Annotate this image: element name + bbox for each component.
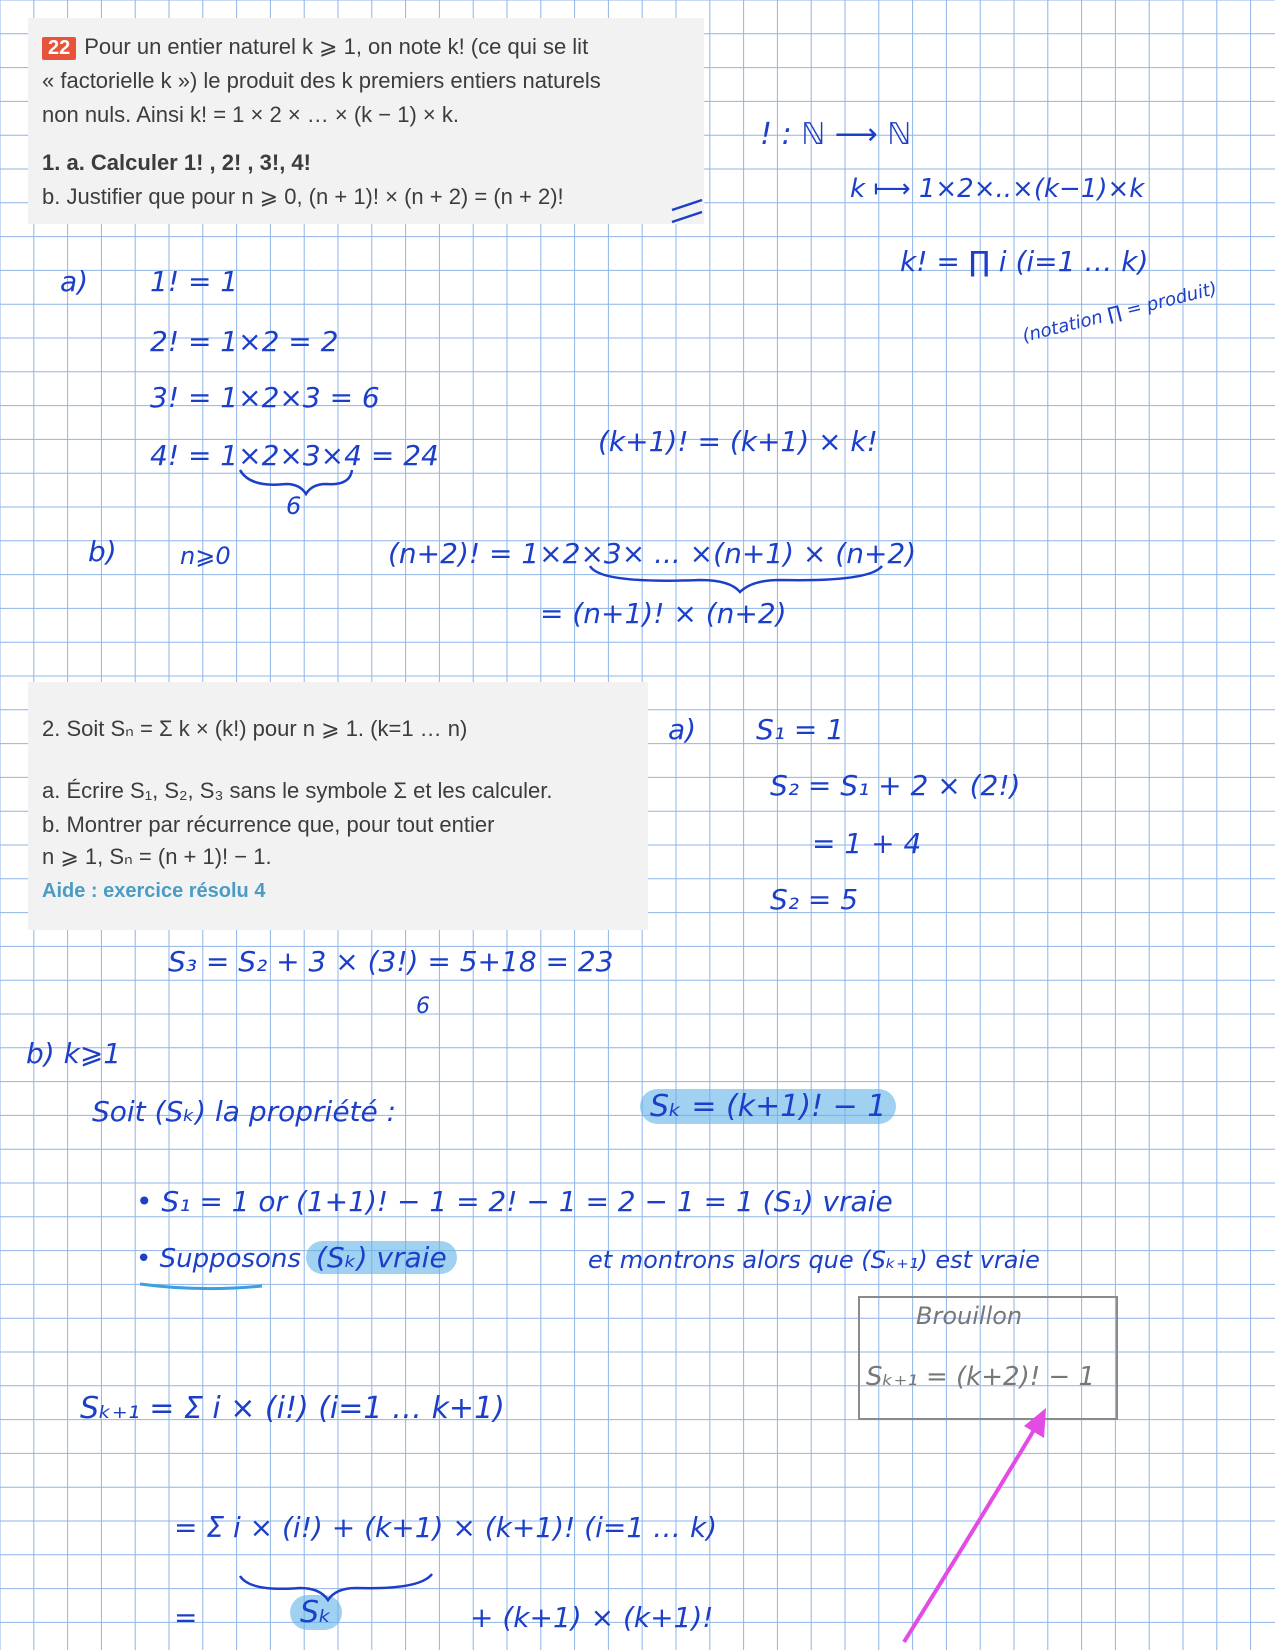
note-s2-result: S₂ = 5 <box>770 883 859 916</box>
note-soit: Soit (Sₖ) la propriété : <box>92 1095 397 1128</box>
note-property: Sₖ = (k+1)! − 1 <box>640 1089 896 1124</box>
note-s3: S₃ = S₂ + 3 × (3!) = 5+18 = 23 <box>168 945 614 978</box>
note-sum-step1: Sₖ₊₁ = Σ i × (i!) (i=1 … k+1) <box>80 1391 505 1426</box>
question-2b-line1: b. Montrer par récurrence que, pour tout entier <box>42 812 495 837</box>
note-b-step1: (n+2)! = 1×2×3× ... ×(n+1) × (n+2) <box>388 537 917 570</box>
note-sum-step2: = Σ i × (i!) + (k+1) × (k+1)! (i=1 … k) <box>174 1511 718 1544</box>
note-factorial-4: 4! = 1×2×3×4 = 24 <box>150 439 439 472</box>
note-sum-step3-eq: = <box>174 1601 198 1634</box>
brouillon-title: Brouillon <box>916 1302 1023 1330</box>
note-factorial-3: 3! = 1×2×3 = 6 <box>150 381 380 414</box>
note-definition-line2: k ⟼ 1×2×..×(k−1)×k <box>850 174 1145 204</box>
note-definition-line1: ! : ℕ ⟶ ℕ <box>760 117 912 152</box>
note-sum-step3-rest: + (k+1) × (k+1)! <box>470 1601 714 1634</box>
intro-line-1: Pour un entier naturel k ⩾ 1, on note k! (ce qui se lit <box>84 34 589 59</box>
note-supposons: • Supposons <box>136 1244 301 1274</box>
note-recurrence-factorial: (k+1)! = (k+1) × k! <box>598 425 878 458</box>
underline-stroke <box>140 1284 262 1289</box>
question-1b: b. Justifier que pour n ⩾ 0, (n + 1)! × (n + 2) = (n + 2)! <box>42 184 564 209</box>
question-2a: a. Écrire S₁, S₂, S₃ sans le symbole Σ et les calculer. <box>42 778 553 803</box>
question-2: 2. Soit Sₙ = Σ k × (k!) pour n ⩾ 1. (k=1 … n) <box>42 716 468 741</box>
note-s2-value: = 1 + 4 <box>812 827 922 860</box>
exercise-number: 22 <box>42 37 76 60</box>
note-s1: S₁ = 1 <box>756 713 845 746</box>
note-part-b-induction: b) k⩾1 <box>26 1037 122 1070</box>
intro-line-2: « factorielle k ») le produit des k premiers entiers naturels <box>42 68 601 93</box>
double-slash-stroke <box>672 200 702 222</box>
note-b-step2: = (n+1)! × (n+2) <box>540 597 787 630</box>
question-1a: 1. a. Calculer 1! , 2! , 3!, 4! <box>42 150 311 175</box>
intro-line-3: non nuls. Ainsi k! = 1 × 2 × … × (k − 1) × k. <box>42 102 460 127</box>
note-sum-step3-sk: Sₖ <box>290 1595 342 1630</box>
pink-arrowhead <box>1024 1408 1046 1438</box>
underbrace-stroke <box>240 470 352 494</box>
brouillon-equation: Sₖ₊₁ = (k+2)! − 1 <box>866 1362 1095 1392</box>
note-part-a-label: a) <box>60 265 89 298</box>
note-s3-underbrace: 6 <box>416 994 430 1019</box>
help-link[interactable]: Aide : exercice résolu 4 <box>42 880 266 902</box>
underbrace-stroke <box>590 566 882 592</box>
note-s-part-a: a) <box>668 713 697 746</box>
underbrace-stroke <box>240 1574 432 1600</box>
note-notation: (notation ∏ = produit) <box>1020 278 1220 347</box>
note-sk-vraie: (Sₖ) vraie <box>306 1241 457 1274</box>
note-s2: S₂ = S₁ + 2 × (2!) <box>770 769 1021 802</box>
pink-arrow-stroke <box>904 1420 1040 1642</box>
note-condition: n⩾0 <box>180 542 231 570</box>
note-initialisation: • S₁ = 1 or (1+1)! − 1 = 2! − 1 = 2 − 1 = 1 (S₁) vraie <box>136 1185 893 1218</box>
note-factorial-1: 1! = 1 <box>150 265 239 298</box>
note-underbrace-6: 6 <box>286 492 302 520</box>
note-product-formula: k! = ∏ i (i=1 … k) <box>900 245 1149 278</box>
note-factorial-2: 2! = 1×2 = 2 <box>150 325 339 358</box>
note-part-b-label: b) <box>88 535 117 568</box>
note-montrons: et montrons alors que (Sₖ₊₁) est vraie <box>588 1246 1040 1274</box>
question-2b-line2: n ⩾ 1, Sₙ = (n + 1)! − 1. <box>42 844 272 869</box>
